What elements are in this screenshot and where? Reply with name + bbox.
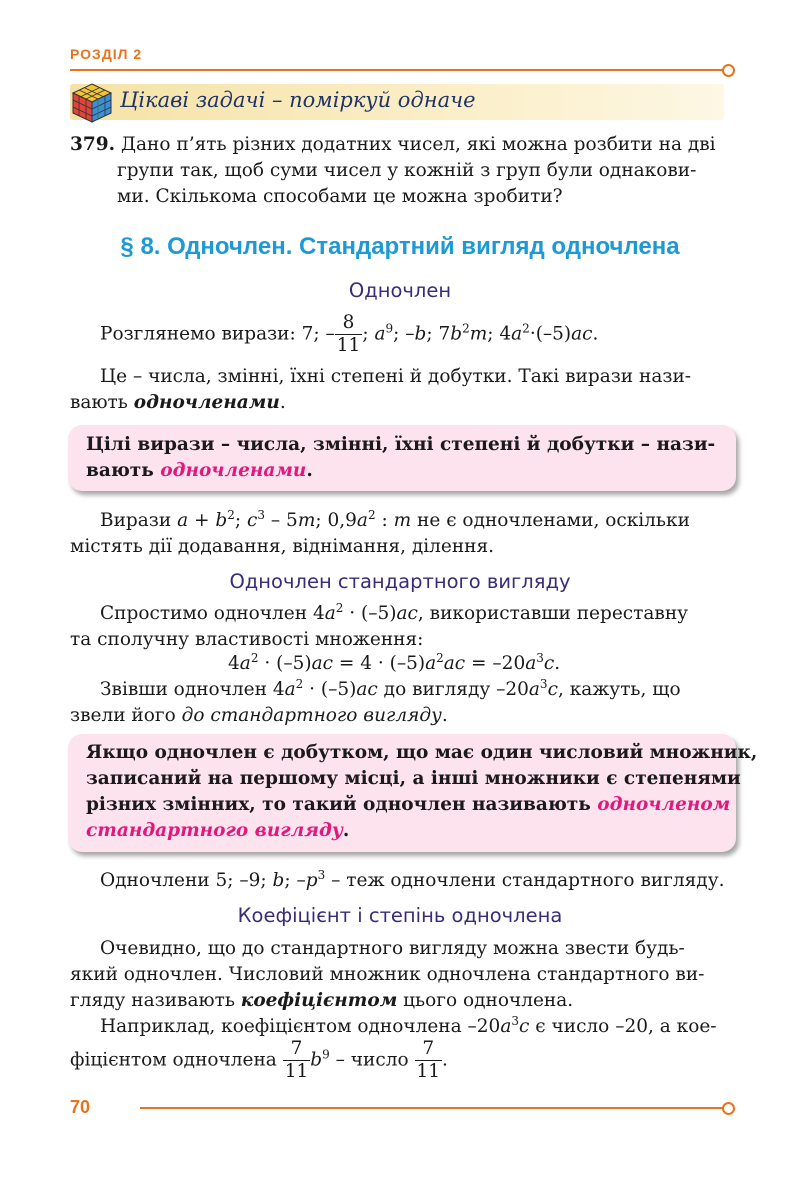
footer-rule-end xyxy=(722,1102,735,1115)
examples-standard: Одночлени 5; –9; b; $-p^3$ – теж одночлени стандартного вигляду. xyxy=(100,867,725,891)
page-number: 70 xyxy=(70,1097,91,1117)
examples-line: Розглянемо вирази: 7; – $\frac{8}{11}$ ; $a^9$; –b; $7b^2m$; $4a^2\cdot(-5)ac$. xyxy=(100,312,599,356)
term-coefficient: коефіцієнтом xyxy=(240,990,398,1011)
section-label: РОЗДІЛ 2 xyxy=(70,46,143,62)
box1-pre: вають xyxy=(86,460,161,481)
box1-term: одночленами xyxy=(160,460,307,481)
subheading-monomial: Одночлен xyxy=(348,279,452,302)
simplify-line-1: Спростимо одночлен $4a^2 \cdot (-5)ac$, використавши переставну xyxy=(100,600,689,624)
frac-num-a: 7 xyxy=(283,1038,311,1061)
footer-rule xyxy=(140,1107,724,1109)
coef-line-1: Очевидно, що до стандартного вигляду можна звести будь- xyxy=(100,938,685,959)
box2-line-4: стандартного вигляду. xyxy=(86,820,350,841)
header-rule xyxy=(70,69,724,71)
box2-line-2: записаний на першому місці, а інші множники є степенями xyxy=(86,768,741,789)
box1-line-1: Цілі вирази – числа, змінні, їхні степені й добутки – нази- xyxy=(86,434,716,455)
fraction-7-11-b xyxy=(415,1038,443,1083)
box2-line-1: Якщо одночлен є добутком, що має один числовий множник, xyxy=(86,742,758,763)
term-monomials: одночленами xyxy=(133,392,280,413)
consider-text: Розглянемо вирази: xyxy=(100,323,296,345)
rubiks-cube-icon xyxy=(69,80,115,126)
coef-pre: гляду називають xyxy=(70,990,241,1011)
coef-line-3 xyxy=(70,988,573,1014)
problem-line-2: групи так, щоб суми чисел у кожній з груп були однакови- xyxy=(117,160,697,181)
frac-den-a: 11 xyxy=(284,1061,309,1082)
box2-line-3 xyxy=(86,792,730,818)
problem-line-1: Дано п’ять різних додатних чисел, які можна розбити на дві xyxy=(120,134,716,155)
example-coef-line-1: Наприклад, коефіцієнтом одночлена $-20a^3c$ є число –20, а кое- xyxy=(100,1013,717,1037)
non-monomials-line-1: Вирази $a + b^2$; $c^3 - 5m$; $0,9a^2$ : m не є одночленами, оскільки xyxy=(100,507,690,531)
reduced-line-1: Звівши одночлен $4a^2 \cdot (-5)ac$ до вигляду $-20a^3c$, кажуть, що xyxy=(100,676,681,700)
coef-post: цього одночлена. xyxy=(397,990,574,1011)
simplify-post: використавши переставну xyxy=(429,603,689,624)
frac-den-b: 11 xyxy=(416,1061,441,1082)
example2-mid: – число xyxy=(335,1049,409,1071)
def-text-2: вають одночленами. xyxy=(70,392,286,413)
non-monomials-tail: не є одночленами, оскільки xyxy=(417,510,690,531)
fraction-8-11: $\frac{8}{11}$ xyxy=(336,312,361,356)
box2-l3-pre: різних змінних, то такий одночлен називають xyxy=(86,794,598,815)
formula-line: $4a^2 \cdot (-5)ac = 4 \cdot (-5)a^2ac = -20a^3c$. xyxy=(228,650,561,674)
def-text-2-pre: вають xyxy=(70,392,134,413)
simplify-pre: Спростимо одночлен xyxy=(100,603,308,624)
header-rule-end xyxy=(722,64,735,77)
problem-line-3: ми. Скількома способами це можна зробити? xyxy=(117,186,563,207)
examples-standard-pre: Одночлени xyxy=(100,870,210,891)
examples-standard-post: – теж одночлени стандартного вигляду. xyxy=(331,870,725,891)
subheading-coefficient: Коефіцієнт і степінь одночлена xyxy=(237,904,563,927)
frac-num-b: 7 xyxy=(415,1038,443,1061)
banner-title: Цікаві задачі – поміркуй одначе xyxy=(120,88,476,112)
fraction-7-11-a xyxy=(283,1038,311,1083)
term-standard-form-italic: до стандартного вигляду xyxy=(181,705,442,726)
non-monomials-line-2: містять дії додавання, віднімання, ділення. xyxy=(70,536,495,557)
reduced-pre: Звівши одночлен xyxy=(100,679,267,700)
def-text-1: Це – числа, змінні, їхні степені й добутки. Такі вирази нази- xyxy=(100,366,692,387)
example2-pre: фіцієнтом одночлена xyxy=(70,1049,277,1071)
subheading-standard-form: Одночлен стандартного вигляду xyxy=(229,570,571,593)
coef-line-2: який одночлен. Числовий множник одночлена стандартного ви- xyxy=(70,964,705,985)
simplify-line-2: та сполучну властивості множення: xyxy=(70,629,424,650)
example-post: є число –20, а кое- xyxy=(535,1016,717,1037)
reduced-mid: до вигляду xyxy=(383,679,491,700)
section-title: § 8. Одночлен. Стандартний вигляд одночлена xyxy=(120,233,680,260)
reduced-post: , кажуть, що xyxy=(557,679,681,700)
reduced-line-2: звели його до стандартного вигляду. xyxy=(70,705,448,726)
box1-line-2: вають одночленами. xyxy=(86,460,313,481)
reduced2-pre: звели його xyxy=(70,705,182,726)
example-coef-line-2: фіцієнтом одночлена $\frac{7}{11}$ $b^9$ – число $\frac{7}{11}$ . xyxy=(70,1038,448,1082)
problem-379 xyxy=(70,132,716,158)
box2-term-2: стандартного вигляду xyxy=(86,820,343,841)
box2-term-1: одночленом xyxy=(597,794,731,815)
example-pre: Наприклад, коефіцієнтом одночлена xyxy=(100,1016,462,1037)
problem-number: 379. xyxy=(70,134,116,155)
